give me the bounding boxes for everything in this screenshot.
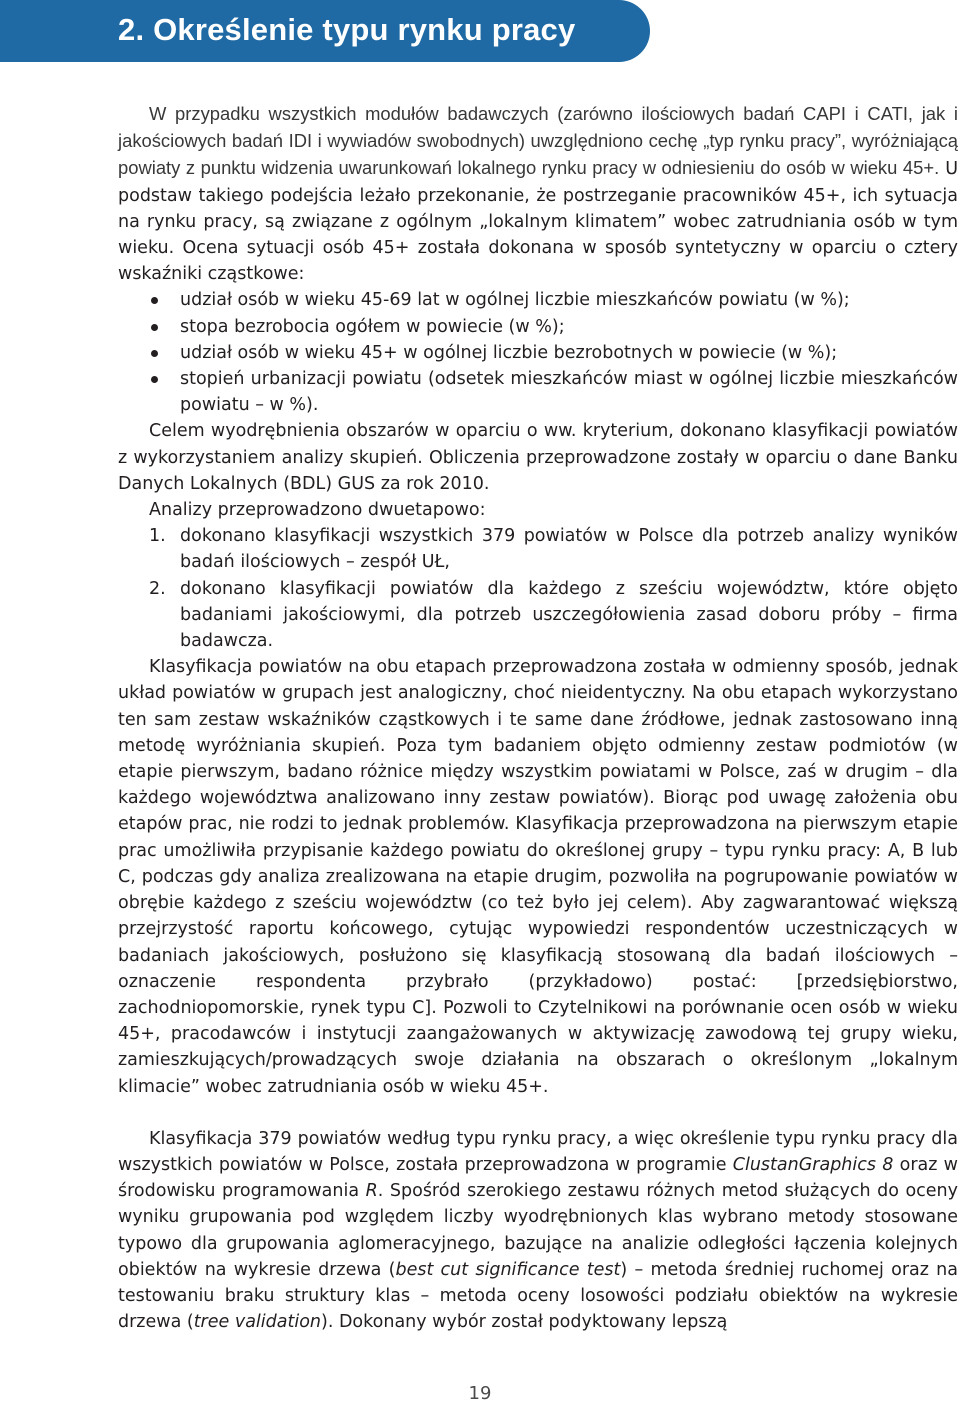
list-number: 2. [149, 578, 166, 599]
list-item-text: udział osób w wieku 45-69 lat w ogólnej liczbie mieszkańców powiatu (w %); [180, 290, 850, 311]
software-name: R [365, 1181, 378, 1202]
list-item-text: udział osób w wieku 45+ w ogólnej liczbie bezrobotnych w powiecie (w %); [180, 342, 838, 363]
method-term: tree validation [193, 1312, 321, 1333]
analysis-intro: Analizy przeprowadzono dwuetapowo: [149, 500, 486, 521]
list-item [118, 576, 958, 655]
list-item-text: stopień urbanizacji powiatu (odsetek mieszkańców miast w ogólnej liczbie mieszkańców powiatu – w %). [180, 369, 958, 416]
list-item [118, 314, 958, 340]
bullet-icon [151, 297, 158, 304]
intro-paragraph [118, 101, 958, 287]
bullet-icon [151, 376, 158, 383]
text-run: ) – metoda średniej ruchomej oraz na testowaniu braku struktury klas – metoda oceny losowości podziału obiektów na wykresie drzewa ( [118, 1259, 958, 1333]
final-paragraph [118, 1126, 958, 1336]
text-run: Klasyfikacja 379 powiatów według typu rynku pracy, a więc określenie typu rynku pracy dla wszystkich powiatów w Polsce, została przeprowadzona w programie [118, 1128, 958, 1175]
list-item-text: dokonano klasyfikacji powiatów dla każdego z sześciu województw, które objęto badaniami jakościowymi, dla potrzeb uszczegółowienia zasad doboru próby – firma badawcza. [180, 578, 958, 652]
stages-list [118, 523, 958, 654]
bullet-icon [151, 350, 158, 357]
page-number: 19 [468, 1383, 492, 1404]
intro-rest-text: U podstaw takiego podejścia leżało przekonanie, że postrzeganie pracowników 45+, ich sytuacja na rynku pracy, są związane z ogólnym „lokalnym klimatem” wobec zatrudniania osób w tym wieku. Ocena sytuacji osób 45+ została dokonana w sposób syntetyczny w oparciu o cztery wskaźniki cząstkowe: [118, 159, 958, 285]
text-run: . Spośród szerokiego zestawu różnych metod służących do oceny wyniku grupowania pod względem liczby wyodrębnionych klas wybrano metody stosowane typowo dla grupowania aglomeracyjnego, bazujące na analizie odległości łączenia kolejnych obiektów na wykresie drzewa ( [118, 1181, 958, 1280]
method-term: best cut significance test [395, 1259, 621, 1280]
page-content [118, 101, 958, 1335]
list-item-text: stopa bezrobocia ogółem w powiecie (w %); [180, 316, 565, 337]
text-run: oraz w środowisku programowania [118, 1154, 958, 1202]
list-number: 1. [149, 526, 166, 547]
list-item [118, 340, 958, 366]
paragraph-spacer [118, 1100, 958, 1126]
text-run: ). Dokonany wybór został podyktowany lepszą [321, 1312, 728, 1333]
indicator-list [118, 287, 958, 418]
software-name: ClustanGraphics 8 [732, 1154, 894, 1175]
classification-paragraph: Klasyfikacja powiatów na obu etapach przeprowadzona została w odmienny sposób, jednak układ powiatów w grupach jest analogiczny, choć nieidentyczny. Na obu etapach wykorzystano ten sam zestaw wskaźników cząstkowych i te same dane źródłowe, jednak zastosowano inną metodę wyróżniania skupień. Poza tym badaniem objęto odmienny zestaw podmiotów (w etapie pierwszym, badano różnice między wszystkim powiatami w Polsce, zaś w drugim – dla każdego województwa analizowano inny zestaw powiatów). Biorąc pod uwagę założenia obu etapów prac, nie rodzi to jednak problemów. Klasyfikacja przeprowadzona na pierwszym etapie prac umożliwiła przypisanie każdego powiatu do określonej grupy – typu rynku pracy: A, B lub C, podczas gdy analiza zrealizowana na etapie drugim, pozwoliła na pogrupowanie powiatów w obrębie każdego z sześciu województw (co też było jej celem). Aby zagwarantować większą przejrzystość raportu końcowego, cytując wypowiedzi respondentów uczestniczących w badaniach jakościowych, posłużono się klasyfikacją stosowaną dla badań ilościowych – oznaczenie respondenta przybrało (przykładowo) postać: [przedsiębiorstwo, zachodniopomorskie, rynek typu C]. Pozwoli to Czytelnikowi na porównanie ocen osób w wieku 45+, pracodawców i instytucji zaangażowanych w aktywizację zawodową tej grupy wieku, zamieszkujących/prowadzących swoje działania na obszarach o określonym „lokalnym klimacie” wobec zatrudniania osób w wieku 45+. [118, 657, 958, 1097]
list-item [118, 523, 958, 575]
criterion-paragraph: Celem wyodrębnienia obszarów w oparciu o ww. kryterium, dokonano klasyfikacji powiatów z wykorzystaniem analizy skupień. Obliczenia przeprowadzone zostały w oparciu o dane Banku Danych Lokalnych (BDL) GUS za rok 2010. [118, 421, 958, 494]
bullet-icon [151, 324, 158, 331]
intro-lead-text: W przypadku wszystkich modułów badawczych (zarówno ilościowych badań CAPI i CATI, jak i jakościowych badań IDI i wywiadów swobodnych) uwzględniono cechę „typ rynku pracy”, wyróżniającą powiaty z punktu widzenia uwarunkowań lokalnego rynku pracy w odniesieniu do osób w wieku 45+. [118, 103, 958, 179]
chapter-header-bar [0, 0, 650, 62]
list-item [118, 366, 958, 418]
list-item-text: dokonano klasyfikacji wszystkich 379 powiatów w Polsce dla potrzeb analizy wyników badań ilościowych – zespół UŁ, [180, 526, 958, 573]
list-item [118, 287, 958, 313]
chapter-title: 2. Określenie typu rynku pracy [118, 12, 576, 47]
